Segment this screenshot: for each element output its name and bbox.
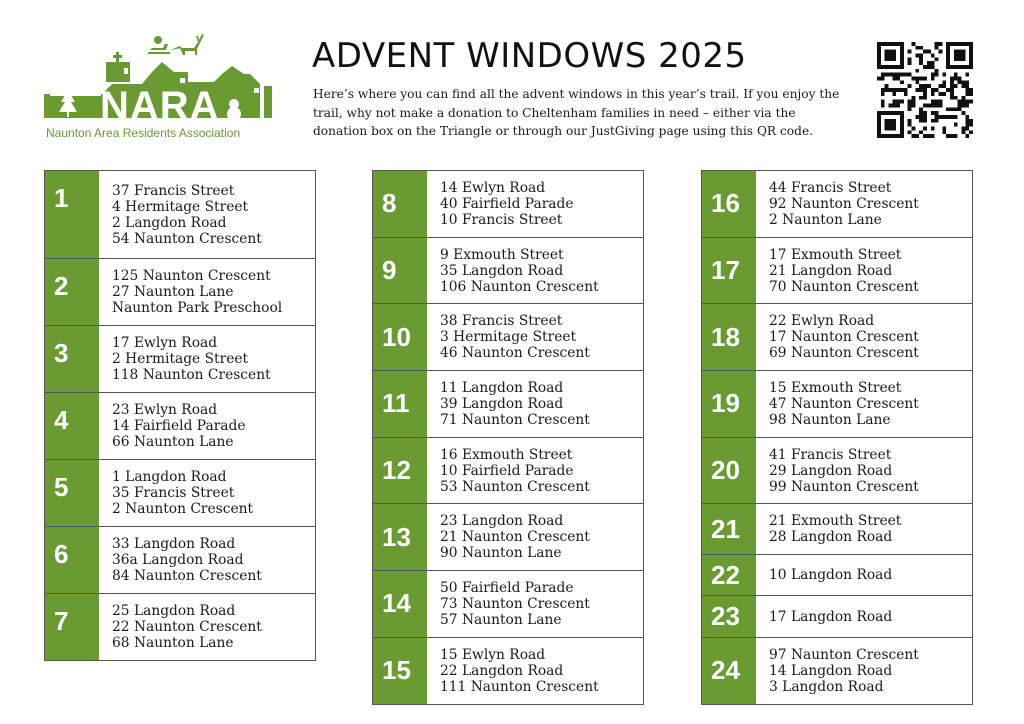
- window-number: 12: [373, 438, 427, 504]
- address-line: 39 Langdon Road: [440, 395, 564, 412]
- address-line: 10 Francis Street: [440, 211, 563, 228]
- address-list: [756, 504, 972, 554]
- address-list: [99, 460, 315, 526]
- address-line: 46 Naunton Crescent: [440, 345, 590, 362]
- address-line: 21 Langdon Road: [769, 262, 893, 279]
- address-line: 22 Naunton Crescent: [112, 619, 262, 635]
- advent-window-entry: [372, 637, 644, 705]
- address-line: 21 Naunton Crescent: [440, 529, 590, 546]
- advent-window-entry: [372, 370, 644, 438]
- address-list: [99, 393, 315, 459]
- address-line: 14 Fairfield Parade: [112, 418, 246, 434]
- address-line: 16 Exmouth Street: [440, 446, 573, 463]
- address-line: 70 Naunton Crescent: [769, 278, 919, 295]
- logo-tagline: Naunton Area Residents Association: [46, 126, 241, 140]
- address-list: [427, 504, 643, 570]
- address-line: 17 Exmouth Street: [769, 246, 902, 263]
- address-line: 44 Francis Street: [769, 179, 892, 196]
- window-number: 14: [373, 571, 427, 637]
- window-number: 23: [702, 596, 756, 637]
- address-line: 1 Langdon Road: [112, 469, 227, 485]
- window-number: 4: [45, 393, 99, 459]
- windows-column-3: [701, 171, 973, 705]
- advent-window-entry: [44, 526, 316, 594]
- address-line: 10 Fairfield Parade: [440, 462, 574, 479]
- address-line: 36a Langdon Road: [112, 552, 244, 568]
- address-line: 25 Langdon Road: [112, 603, 236, 619]
- address-line: 27 Naunton Lane: [112, 284, 234, 300]
- advent-window-entry: [44, 325, 316, 393]
- window-number: 10: [373, 304, 427, 370]
- address-list: [427, 571, 643, 637]
- address-list: [756, 596, 972, 637]
- address-line: 2 Langdon Road: [112, 214, 227, 231]
- window-number: 20: [702, 438, 756, 504]
- address-line: 40 Fairfield Parade: [440, 195, 574, 212]
- address-line: 28 Langdon Road: [769, 529, 893, 546]
- address-list: [99, 171, 315, 258]
- intro-text: Here’s where you can find all the advent windows in this year’s trail. If you enjoy the trail, why not make a donation to Cheltenham families in need – either via the donation box on the Triangle or through our JustGiving page using this QR code.: [313, 87, 840, 138]
- address-line: 11 Langdon Road: [440, 379, 564, 396]
- advent-window-entry: [372, 570, 644, 638]
- address-line: 22 Ewlyn Road: [769, 313, 875, 330]
- window-number: 19: [702, 371, 756, 437]
- window-number: 18: [702, 304, 756, 370]
- address-line: 66 Naunton Lane: [112, 434, 234, 450]
- page-title: ADVENT WINDOWS 2025: [312, 36, 747, 76]
- advent-window-entry: [372, 170, 644, 238]
- address-line: 2 Hermitage Street: [112, 351, 249, 367]
- advent-window-entry: [701, 237, 973, 305]
- address-line: 106 Naunton Crescent: [440, 278, 599, 295]
- advent-window-entry: [701, 595, 973, 638]
- address-line: 68 Naunton Lane: [112, 635, 234, 651]
- window-number: 11: [373, 371, 427, 437]
- address-line: 57 Naunton Lane: [440, 611, 562, 628]
- address-list: [756, 638, 972, 704]
- address-line: 37 Francis Street: [112, 182, 235, 199]
- windows-column-1: [44, 171, 316, 661]
- advent-window-entry: [372, 303, 644, 371]
- address-list: [427, 304, 643, 370]
- address-list: [756, 371, 972, 437]
- address-line: 4 Hermitage Street: [112, 198, 249, 215]
- address-line: 15 Exmouth Street: [769, 379, 902, 396]
- address-line: 17 Naunton Crescent: [769, 329, 919, 346]
- address-line: 23 Ewlyn Road: [112, 402, 218, 418]
- window-number: 6: [45, 527, 99, 593]
- address-line: 3 Hermitage Street: [440, 329, 577, 346]
- address-line: 84 Naunton Crescent: [112, 568, 262, 584]
- address-line: 41 Francis Street: [769, 446, 892, 463]
- advent-window-entry: [44, 170, 316, 259]
- window-number: 9: [373, 238, 427, 304]
- address-line: 23 Langdon Road: [440, 513, 564, 530]
- window-number: 16: [702, 171, 756, 237]
- advent-window-entry: [701, 437, 973, 505]
- address-line: 92 Naunton Crescent: [769, 195, 919, 212]
- windows-column-2: [372, 171, 644, 705]
- window-number: 7: [45, 594, 99, 660]
- address-line: 118 Naunton Crescent: [112, 367, 271, 383]
- address-line: 54 Naunton Crescent: [112, 230, 262, 247]
- advent-window-entry: [372, 237, 644, 305]
- address-line: 9 Exmouth Street: [440, 246, 564, 263]
- address-line: 29 Langdon Road: [769, 462, 893, 479]
- address-list: [427, 371, 643, 437]
- address-line: 33 Langdon Road: [112, 536, 236, 552]
- address-list: [99, 527, 315, 593]
- nara-logo: [44, 26, 272, 144]
- address-line: 21 Exmouth Street: [769, 513, 902, 530]
- address-line: 2 Naunton Crescent: [112, 501, 254, 517]
- address-line: 99 Naunton Crescent: [769, 478, 919, 495]
- address-line: 35 Langdon Road: [440, 262, 564, 279]
- address-line: 17 Ewlyn Road: [112, 335, 218, 351]
- qr-code-icon: [877, 42, 973, 138]
- address-line: 90 Naunton Lane: [440, 545, 562, 562]
- address-list: [427, 638, 643, 704]
- address-line: 10 Langdon Road: [769, 567, 893, 584]
- address-list: [756, 555, 972, 596]
- address-line: 2 Naunton Lane: [769, 211, 882, 228]
- address-line: 125 Naunton Crescent: [112, 268, 271, 284]
- donation-qr-code[interactable]: [877, 42, 973, 138]
- address-list: [756, 438, 972, 504]
- address-line: Naunton Park Preschool: [112, 300, 283, 316]
- address-line: 71 Naunton Crescent: [440, 411, 590, 428]
- address-line: 35 Francis Street: [112, 485, 235, 501]
- advent-window-entry: [701, 637, 973, 705]
- address-line: 14 Ewlyn Road: [440, 179, 546, 196]
- window-number: 24: [702, 638, 756, 704]
- window-number: 17: [702, 238, 756, 304]
- address-list: [756, 304, 972, 370]
- advent-window-entry: [701, 303, 973, 371]
- address-line: 15 Ewlyn Road: [440, 646, 546, 663]
- address-line: 47 Naunton Crescent: [769, 395, 919, 412]
- address-line: 3 Langdon Road: [769, 678, 884, 695]
- logo-wordmark: NARA: [100, 84, 220, 128]
- window-number: 22: [702, 555, 756, 596]
- address-list: [756, 238, 972, 304]
- address-line: 22 Langdon Road: [440, 662, 564, 679]
- address-line: 69 Naunton Crescent: [769, 345, 919, 362]
- window-number: 15: [373, 638, 427, 704]
- address-line: 17 Langdon Road: [769, 608, 893, 625]
- advent-window-entry: [701, 170, 973, 238]
- address-line: 98 Naunton Lane: [769, 411, 891, 428]
- advent-window-entry: [44, 459, 316, 527]
- address-line: 73 Naunton Crescent: [440, 595, 590, 612]
- advent-window-entry: [701, 554, 973, 597]
- address-list: [427, 171, 643, 237]
- address-line: 53 Naunton Crescent: [440, 478, 590, 495]
- window-number: 1: [45, 171, 99, 258]
- address-line: 38 Francis Street: [440, 313, 563, 330]
- window-number: 13: [373, 504, 427, 570]
- window-number: 2: [45, 259, 99, 325]
- address-list: [427, 238, 643, 304]
- window-number: 5: [45, 460, 99, 526]
- address-list: [756, 171, 972, 237]
- address-line: 111 Naunton Crescent: [440, 678, 599, 695]
- advent-window-entry: [372, 503, 644, 571]
- advent-window-entry: [701, 503, 973, 555]
- window-number: 21: [702, 504, 756, 554]
- address-list: [99, 259, 315, 325]
- window-number: 3: [45, 326, 99, 392]
- advent-window-entry: [701, 370, 973, 438]
- address-list: [99, 326, 315, 392]
- window-number: 8: [373, 171, 427, 237]
- advent-window-entry: [44, 593, 316, 661]
- address-line: 50 Fairfield Parade: [440, 579, 574, 596]
- advent-window-entry: [44, 392, 316, 460]
- address-list: [99, 594, 315, 660]
- advent-window-entry: [372, 437, 644, 505]
- advent-window-entry: [44, 258, 316, 326]
- address-line: 14 Langdon Road: [769, 662, 893, 679]
- address-line: 97 Naunton Crescent: [769, 646, 919, 663]
- address-list: [427, 438, 643, 504]
